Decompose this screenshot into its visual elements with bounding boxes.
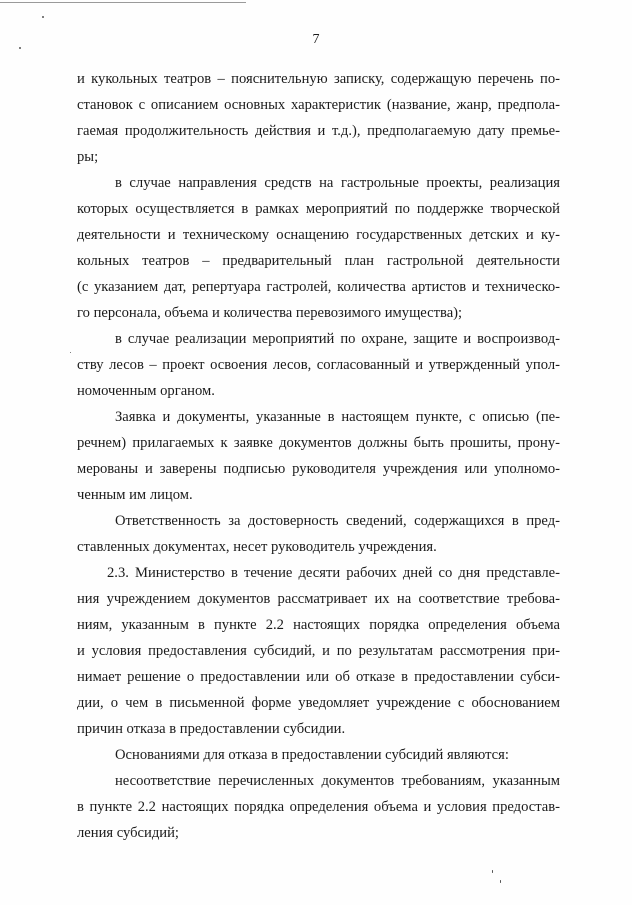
text-line: Заявка и документы, указанные в настоящем пункте, с описью (пе- xyxy=(115,409,560,425)
text-line: ству лесов – проект освоения лесов, согласованный и утвержденный упол- xyxy=(77,357,560,373)
text-line: нимает решение о предоставлении или об отказе в предоставлении субси- xyxy=(77,669,560,685)
text-line: мерованы и заверены подписью руководителя учреждения или уполномо- xyxy=(77,461,560,477)
text-line: ления субсидий; xyxy=(77,825,179,841)
text-line: кольных театров – предварительный план гастрольной деятельности xyxy=(77,253,560,269)
top-border-line xyxy=(0,2,246,3)
text-line: и условия предоставления субсидий, и по результатам рассмотрения при- xyxy=(77,643,560,659)
text-line: в случае направления средств на гастрольные проекты, реализация xyxy=(115,175,560,191)
text-line: речнем) прилагаемых к заявке документов должны быть прошиты, прону- xyxy=(77,435,560,451)
text-line: 2.3. Министерство в течение десяти рабочих дней со дня представле- xyxy=(107,565,560,581)
scan-speck xyxy=(492,870,493,873)
text-line: которых осуществляется в рамках мероприятий по поддержке творческой xyxy=(77,201,560,217)
text-line: номоченным органом. xyxy=(77,383,215,399)
text-line: становок с описанием основных характеристик (название, жанр, предпола- xyxy=(77,97,560,113)
scan-speck xyxy=(42,16,44,18)
text-line: ставленных документах, несет руководитель учреждения. xyxy=(77,539,437,555)
text-line: в случае реализации мероприятий по охране, защите и воспроизвод- xyxy=(115,331,560,347)
text-line: и кукольных театров – пояснительную записку, содержащую перечень по- xyxy=(77,71,560,87)
text-line: несоответствие перечисленных документов требованиям, указанным xyxy=(115,773,560,789)
text-line: в пункте 2.2 настоящих порядка определения объема и условия предостав- xyxy=(77,799,560,815)
text-line: ченным им лицом. xyxy=(77,487,193,503)
text-line: причин отказа в предоставлении субсидии. xyxy=(77,721,346,737)
text-line: ры; xyxy=(77,149,99,165)
text-line: Основаниями для отказа в предоставлении субсидий являются: xyxy=(115,747,509,763)
text-line: ния учреждением документов рассматривает их на соответствие требова- xyxy=(77,591,560,607)
text-line: (с указанием дат, репертуара гастролей, количества артистов и техническо- xyxy=(77,279,560,295)
text-line: ниям, указанным в пункте 2.2 настоящих порядка определения объема xyxy=(77,617,560,633)
text-line: деятельности и техническому оснащению государственных детских и ку- xyxy=(77,227,560,243)
text-line: дии, о чем в письменной форме уведомляет учреждение с обоснованием xyxy=(77,695,560,711)
text-line: гаемая продолжительность действия и т.д.), предполагаемую дату премье- xyxy=(77,123,560,139)
scan-speck xyxy=(70,352,71,353)
text-line: Ответственность за достоверность сведений, содержащихся в пред- xyxy=(115,513,560,529)
page-number: 7 xyxy=(312,32,320,47)
text-line: го персонала, объема и количества перевозимого имущества); xyxy=(77,305,463,321)
scan-speck xyxy=(500,880,501,883)
